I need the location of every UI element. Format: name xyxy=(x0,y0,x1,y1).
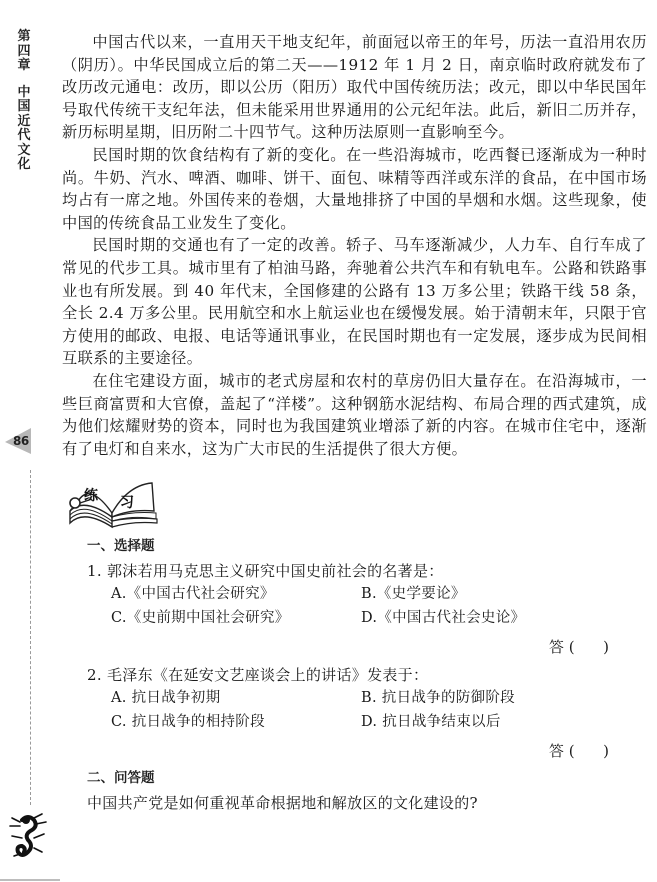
answer-label: 答 xyxy=(548,638,564,656)
options-list xyxy=(87,582,647,630)
answer-blank[interactable]: ( ) xyxy=(568,742,609,760)
answer-line xyxy=(87,636,647,658)
chapter-char: 四 xyxy=(17,43,31,59)
question-1 xyxy=(87,560,647,658)
paragraph-diet: 民国时期的饮食结构有了新的变化。在一些沿海城市，吃西餐已逐渐成为一种时尚。牛奶、汽水、啤酒、咖啡、饼干、面包、味精等西洋或东洋的食品，在中国市场均占有一席之地。外国传来的卷烟，大量地排挤了中国的旱烟和水烟。这些现象，使中国的传统食品工业发生了变化。 xyxy=(62,145,647,232)
option-d[interactable]: D. 抗日战争结束以后 xyxy=(361,714,501,730)
options-list xyxy=(87,686,647,734)
paragraph-housing: 在住宅建设方面，城市的老式房屋和农村的草房仍旧大量存在。在沿海城市，一些巨商富贾和大官僚，盖起了“洋楼”。这种钢筋水泥结构、布局合理的西式建筑，成为他们炫耀财势的资本，同时也为我国建筑业增添了新的内容。在城市住宅中，逐渐有了电灯和自来水，这为广大市民的生活提供了很大方便。 xyxy=(62,371,647,458)
section-heading-multiple-choice: 一、选择题 xyxy=(87,538,155,554)
page-number-flag xyxy=(3,428,31,454)
exercises-section xyxy=(87,536,647,814)
chapter-title-char: 近 xyxy=(17,113,31,129)
option-c[interactable]: C.《史前期中国社会研究》 xyxy=(111,610,290,626)
main-text xyxy=(62,31,647,460)
section-heading-short-answer: 二、问答题 xyxy=(87,770,155,786)
option-c[interactable]: C. 抗日战争的相持阶段 xyxy=(111,714,265,730)
option-a[interactable]: A. 抗日战争初期 xyxy=(111,690,221,706)
question-2 xyxy=(87,664,647,762)
chapter-side-tab xyxy=(15,30,33,173)
page-number: 86 xyxy=(13,434,29,448)
paragraph-calendar: 中国古代以来，一直用天干地支纪年，前面冠以帝王的年号，历法一直沿用农历（阴历）。中华民国成立后的第二天——1912 年 1 月 2 日，南京临时政府就发布了改历改元通电：改历，即以公历（阳历）取代中国传统历法；改元，即以中华民国年号取代传统干支纪年法，但未能采用世界通用的公元纪年法。此后，新旧二历并存，新历标明星期，旧历附二十四节气。这种历法原则一直影响至今。 xyxy=(62,33,647,142)
exercise-book-icon xyxy=(62,475,162,535)
chapter-title-char: 化 xyxy=(17,157,31,172)
answer-line xyxy=(87,740,647,762)
short-answer-question: 中国共产党是如何重视革命根据地和解放区的文化建设的? xyxy=(87,794,478,812)
chapter-char: 第 xyxy=(17,29,31,44)
option-a[interactable]: A.《中国古代社会研究》 xyxy=(111,586,275,602)
answer-blank[interactable]: ( ) xyxy=(568,638,609,656)
chapter-char: 章 xyxy=(17,58,31,73)
bottom-rule xyxy=(0,879,60,881)
chapter-number xyxy=(15,30,33,74)
question-stem: 2. 毛泽东《在延安文艺座谈会上的讲话》发表于： xyxy=(87,666,429,684)
chapter-title-char: 国 xyxy=(17,99,31,114)
chapter-title xyxy=(15,86,33,173)
margin-dashed-line xyxy=(30,470,31,805)
exercise-char-1: 练 xyxy=(84,488,98,504)
answer-label: 答 xyxy=(548,742,564,760)
option-b[interactable]: B.《史学要论》 xyxy=(361,586,466,602)
chapter-title-char: 中 xyxy=(17,84,31,100)
paragraph-transport: 民国时期的交通也有了一定的改善。轿子、马车逐渐减少，人力车、自行车成了常见的代步工具。城市里有了柏油马路，奔驰着公共汽车和有轨电车。公路和铁路事业也有所发展。到 40 年代末，全国修建的公路有 13 万多公里；铁路干线 58 条，全长 2.4 万多公里。民用航空和水上航运业也在缓慢发展。始于清朝末年，只限于官方使用的邮政、电报、电话等通讯事业，在民国时期也有一定发展，逐步成为民间相互联系的主要途径。 xyxy=(62,236,647,368)
option-b[interactable]: B. 抗日战争的防御阶段 xyxy=(361,690,515,706)
option-d[interactable]: D.《中国古代社会史论》 xyxy=(361,610,526,626)
chapter-title-char: 文 xyxy=(17,142,31,158)
exercise-char-2: 习 xyxy=(120,495,134,511)
question-stem: 1. 郭沫若用马克思主义研究中国史前社会的名著是： xyxy=(87,562,444,580)
dragon-ornament-icon xyxy=(8,812,50,862)
chapter-title-char: 代 xyxy=(17,128,31,143)
